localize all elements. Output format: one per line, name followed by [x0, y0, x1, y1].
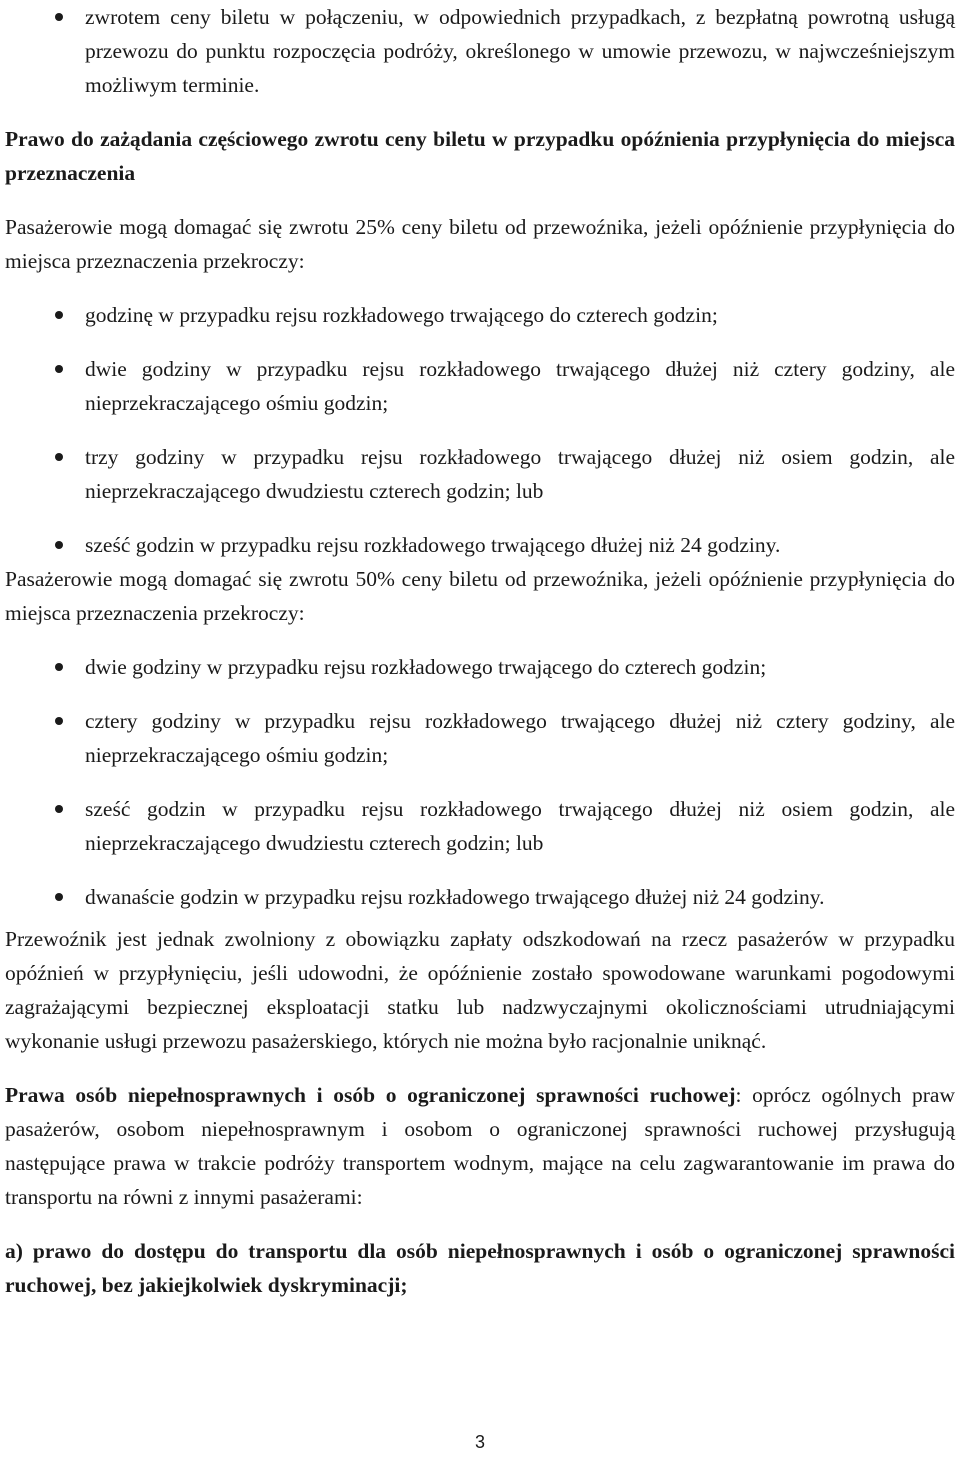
list-item-text: cztery godziny w przypadku rejsu rozkładowego trwającego dłużej niż cztery godziny, ale nieprzekraczającego ośmiu godzin;: [85, 709, 955, 767]
list-item: [5, 880, 955, 914]
bullet-icon: [55, 893, 63, 901]
list-item-text: sześć godzin w przypadku rejsu rozkładowego trwającego dłużej niż osiem godzin, ale nieprzekraczającego dwudziestu czterech godzin; lub: [85, 797, 955, 855]
document-page: [5, 0, 955, 1302]
bullet-icon: [55, 805, 63, 813]
list-item: [5, 528, 955, 562]
exemption-paragraph: Przewoźnik jest jednak zwolniony z obowiązku zapłaty odszkodowań na rzecz pasażerów w przypadku opóźnień w przypłynięciu, jeśli udowodni, że opóźnienie zostało spowodowane warunkami pogodowymi zagrażającymi bezpiecznej eksploatacji statku lub nadzwyczajnymi okolicznościami utrudniającymi wykonanie usługi przewozu pasażerskiego, których nie można było racjonalnie uniknąć.: [5, 927, 955, 1053]
intro-bullet-list: [5, 0, 955, 102]
list-item-text: zwrotem ceny biletu w połączeniu, w odpowiednich przypadkach, z bezpłatną powrotną usługą przewozu do punktu rozpoczęcia podróży, określonego w umowie przewozu, w najwcześniejszym możliwym terminie.: [85, 5, 955, 97]
bullet-icon: [55, 663, 63, 671]
list-item: [5, 650, 955, 684]
bullet-icon: [55, 13, 63, 21]
disabled-rights-paragraph: [5, 1078, 955, 1214]
list-item-text: trzy godziny w przypadku rejsu rozkładowego trwającego dłużej niż osiem godzin, ale nieprzekraczającego dwudziestu czterech godzin; lub: [85, 445, 955, 503]
bullet-icon: [55, 311, 63, 319]
list-item: [5, 792, 955, 860]
bullet-icon: [55, 541, 63, 549]
bullet-icon: [55, 365, 63, 373]
refund-25-list: [5, 298, 955, 562]
list-item: [5, 440, 955, 508]
right-a-paragraph: a) prawo do dostępu do transportu dla osób niepełnosprawnych i osób o ograniczonej sprawności ruchowej, bez jakiejkolwiek dyskryminacji;: [5, 1239, 955, 1297]
list-item-text: dwie godziny w przypadku rejsu rozkładowego trwającego dłużej niż cztery godziny, ale nieprzekraczającego ośmiu godzin;: [85, 357, 955, 415]
list-item-text: sześć godzin w przypadku rejsu rozkładowego trwającego dłużej niż 24 godziny.: [85, 533, 781, 557]
refund-50-list: [5, 650, 955, 914]
list-item: [5, 704, 955, 772]
bullet-icon: [55, 453, 63, 461]
disabled-rights-text: : oprócz ogólnych praw pasażerów, osobom niepełnosprawnym i osobom o ograniczonej sprawności ruchowej przysługują następujące prawa w trakcie podróży transportem wodnym, mające na celu zagwarantowanie im prawa do transportu na równi z innymi pasażerami:: [5, 1083, 955, 1209]
list-item-text: dwanaście godzin w przypadku rejsu rozkładowego trwającego dłużej niż 24 godziny.: [85, 885, 825, 909]
page-number: 3: [474, 1432, 485, 1452]
list-item: [5, 352, 955, 420]
section-heading: Prawo do zażądania częściowego zwrotu ceny biletu w przypadku opóźnienia przypłynięcia do miejsca przeznaczenia: [5, 127, 955, 185]
list-item-text: dwie godziny w przypadku rejsu rozkładowego trwającego do czterech godzin;: [85, 655, 767, 679]
refund-50-intro: Pasażerowie mogą domagać się zwrotu 50% ceny biletu od przewoźnika, jeżeli opóźnienie przypłynięcia do miejsca przeznaczenia przekroczy:: [5, 567, 955, 625]
list-item: [5, 0, 955, 102]
bullet-icon: [55, 717, 63, 725]
disabled-rights-heading: Prawa osób niepełnosprawnych i osób o ograniczonej sprawności ruchowej: [5, 1083, 736, 1107]
list-item: [5, 298, 955, 332]
list-item-text: godzinę w przypadku rejsu rozkładowego trwającego do czterech godzin;: [85, 303, 718, 327]
refund-25-intro: Pasażerowie mogą domagać się zwrotu 25% ceny biletu od przewoźnika, jeżeli opóźnienie przypłynięcia do miejsca przeznaczenia przekroczy:: [5, 215, 955, 273]
